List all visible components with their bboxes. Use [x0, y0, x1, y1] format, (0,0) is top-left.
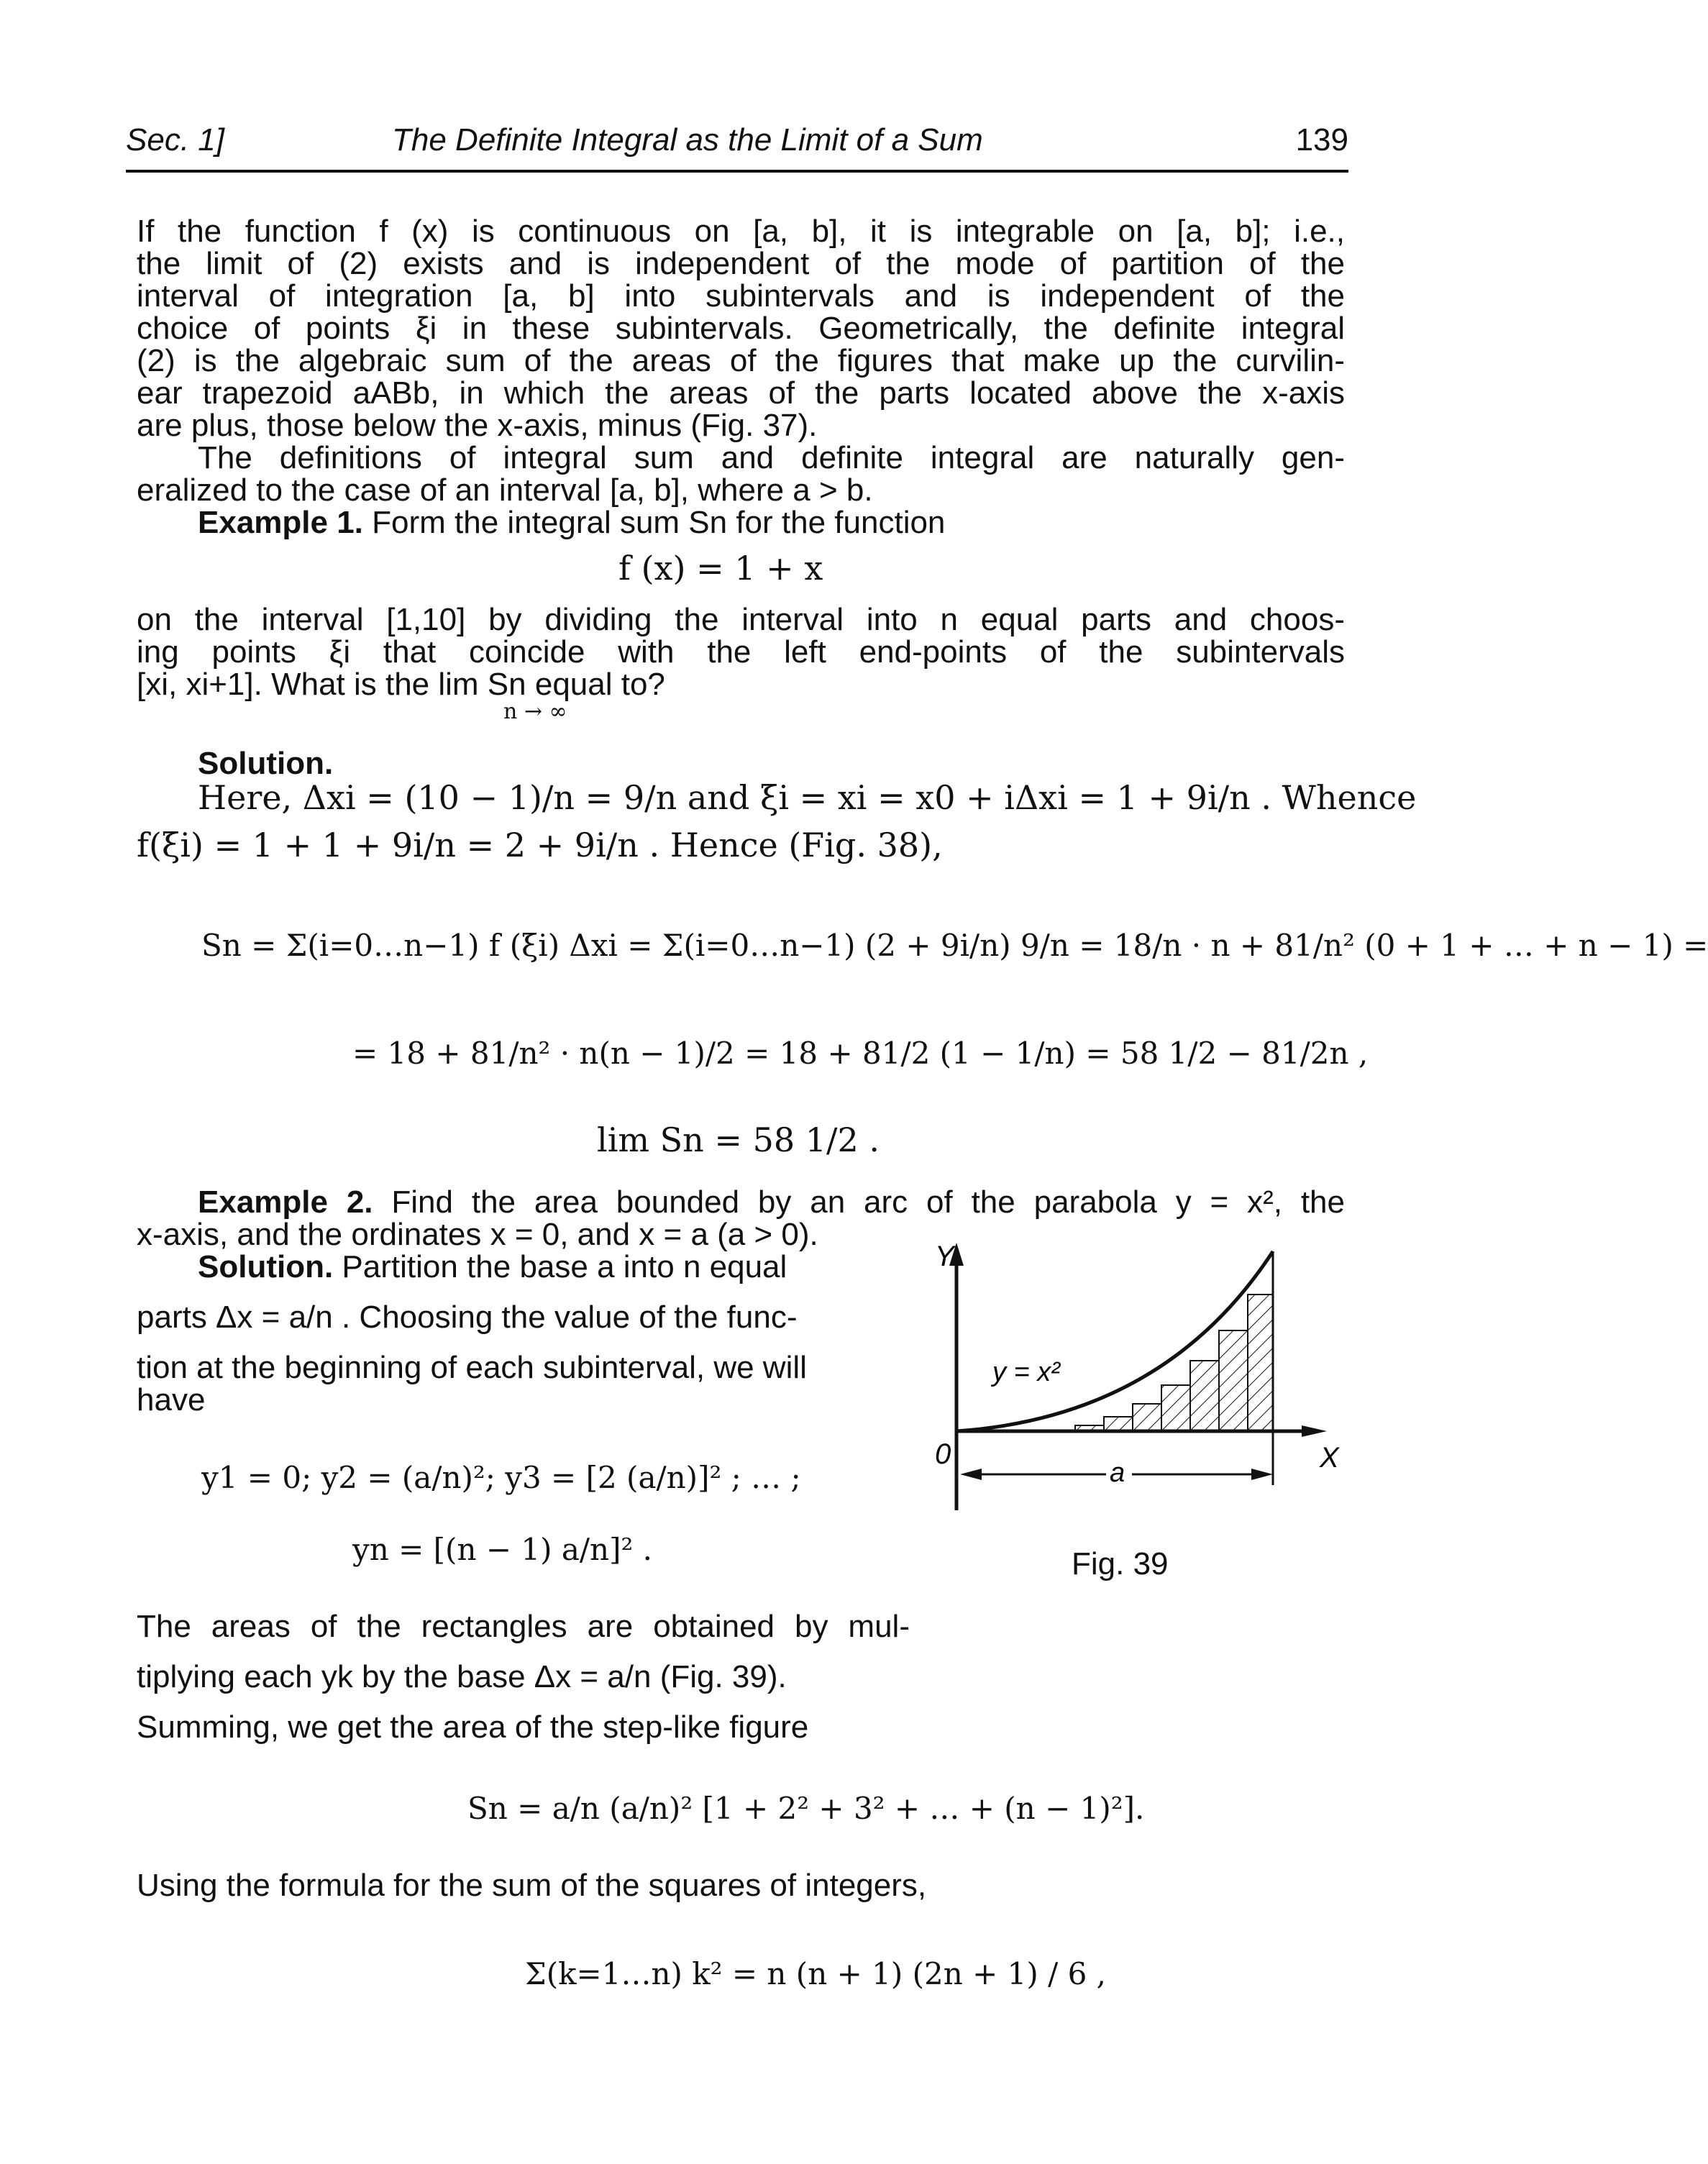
figure-caption: Fig. 39	[1072, 1546, 1169, 1581]
header-rule	[126, 170, 1348, 173]
example1-function: f (x) = 1 + x	[618, 549, 823, 588]
ex1-sum-line1: Sn = Σ(i=0…n−1) f (ξi) Δxi = Σ(i=0…n−1) (2 + 9i/n) 9/n = 18/n · n + 81/n² (0 + 1 + … + n − 1) =	[201, 928, 1708, 963]
p1-line-7: are plus, those below the x-axis, minus (Fig. 37).	[137, 408, 818, 443]
ex2-col-line-1: Partition the base a into n equal	[342, 1249, 787, 1284]
p1-line-6: ear trapezoid aABb, in which the areas of the parts located above the x-axis	[137, 375, 1345, 411]
ex2-col2-line-2: tiplying each yk by the base Δx = a/n (Fig. 39).	[137, 1659, 787, 1694]
ex2-sn-formula: Sn = a/n (a/n)² [1 + 2² + 3² + … + (n − 1)²].	[467, 1791, 1145, 1826]
ex1-limit-sub: n → ∞	[503, 699, 567, 724]
ex1-sum-line2: = 18 + 81/n² · n(n − 1)/2 = 18 + 81/2 (1 − 1/n) = 58 1/2 − 81/2n ,	[352, 1036, 1369, 1071]
ex2-solution-label: Solution.	[198, 1249, 334, 1284]
ex2-y-values-1: y1 = 0; y2 = (a/n)²; y3 = [2 (a/n)]² ; … ;	[201, 1460, 801, 1495]
p2-line-2: eralized to the case of an interval [a, b], where a > b.	[137, 472, 873, 508]
origin-label: 0	[935, 1438, 951, 1470]
ex2-squares-intro: Using the formula for the sum of the squares of integers,	[137, 1868, 927, 1903]
ex2-col2-line-3: Summing, we get the area of the step-like figure	[137, 1709, 809, 1745]
ex1-solution-line	[198, 746, 1417, 817]
running-header	[126, 122, 1348, 165]
base-arrow-right	[1251, 1469, 1273, 1480]
ex1-line-2: ing points ξi that coincide with the left end-points of the subintervals	[137, 634, 1345, 670]
ex2-col-line-3: tion at the beginning of each subinterval, we will	[137, 1350, 807, 1385]
example2-label: Example 2.	[198, 1184, 373, 1220]
x-axis-arrow	[1302, 1425, 1327, 1437]
running-title: The Definite Integral as the Limit of a Sum	[392, 122, 983, 157]
ex2-col2-line-1: The areas of the rectangles are obtained by mul-	[137, 1609, 910, 1644]
example2-statement-2: x-axis, and the ordinates x = 0, and x = a (a > 0).	[137, 1217, 818, 1252]
p1-line-2: the limit of (2) exists and is independent of the mode of partition of the	[137, 246, 1345, 281]
base-label: a	[1110, 1458, 1125, 1488]
ex2-col-line-4: have	[137, 1382, 206, 1417]
example2-statement: Find the area bounded by an arc of the parabola y = x², the	[391, 1184, 1345, 1220]
p2-line-1: The definitions of integral sum and definite integral are naturally gen-	[198, 440, 1345, 475]
example1-heading	[198, 507, 1345, 539]
example1-label: Example 1.	[198, 505, 363, 540]
p1-line-4: choice of points ξi in these subintervals. Geometrically, the definite integral	[137, 311, 1345, 346]
p1-line-1: If the function f (x) is continuous on [a, b], it is integrable on [a, b]; i.e.,	[137, 214, 1345, 249]
ex1-solution-label: Solution.	[198, 746, 334, 781]
ex2-y-values-2: yn = [(n − 1) a/n]² .	[352, 1532, 653, 1567]
base-arrow-left	[960, 1469, 982, 1480]
ex1-line-3: [xi, xi+1]. What is the lim Sn equal to?	[137, 667, 665, 702]
section-label: Sec. 1]	[126, 122, 224, 157]
ex1-solution-intro: Here, Δxi = (10 − 1)/n = 9/n and ξi = xi = x0 + iΔxi = 1 + 9i/n . Whence	[198, 778, 1417, 817]
page-number: 139	[1295, 122, 1348, 157]
ex2-squares-formula: Σ(k=1…n) k² = n (n + 1) (2n + 1) / 6 ,	[525, 1956, 1107, 1991]
x-axis-label: X	[1320, 1442, 1339, 1474]
example1-statement: Form the integral sum Sn for the function	[372, 505, 946, 540]
curve-label: y = x²	[992, 1357, 1060, 1387]
ex2-solution-line	[198, 1251, 888, 1283]
figure-39	[928, 1237, 1339, 1525]
ex1-limit-result: lim Sn = 58 1/2 .	[597, 1120, 880, 1159]
p1-line-5: (2) is the algebraic sum of the areas of the figures that make up the curvilin-	[137, 343, 1345, 378]
ex2-col-line-2: parts Δx = a/n . Choosing the value of the func-	[137, 1300, 798, 1335]
y-axis-label: Y	[935, 1241, 954, 1272]
ex1-solution-line2: f(ξi) = 1 + 1 + 9i/n = 2 + 9i/n . Hence (Fig. 38),	[137, 826, 943, 864]
example2-heading	[198, 1184, 1345, 1220]
ex1-line-1: on the interval [1,10] by dividing the interval into n equal parts and choos-	[137, 602, 1345, 637]
step-rectangles	[1075, 1295, 1273, 1431]
p1-line-3: interval of integration [a, b] into subintervals and is independent of the	[137, 278, 1345, 314]
